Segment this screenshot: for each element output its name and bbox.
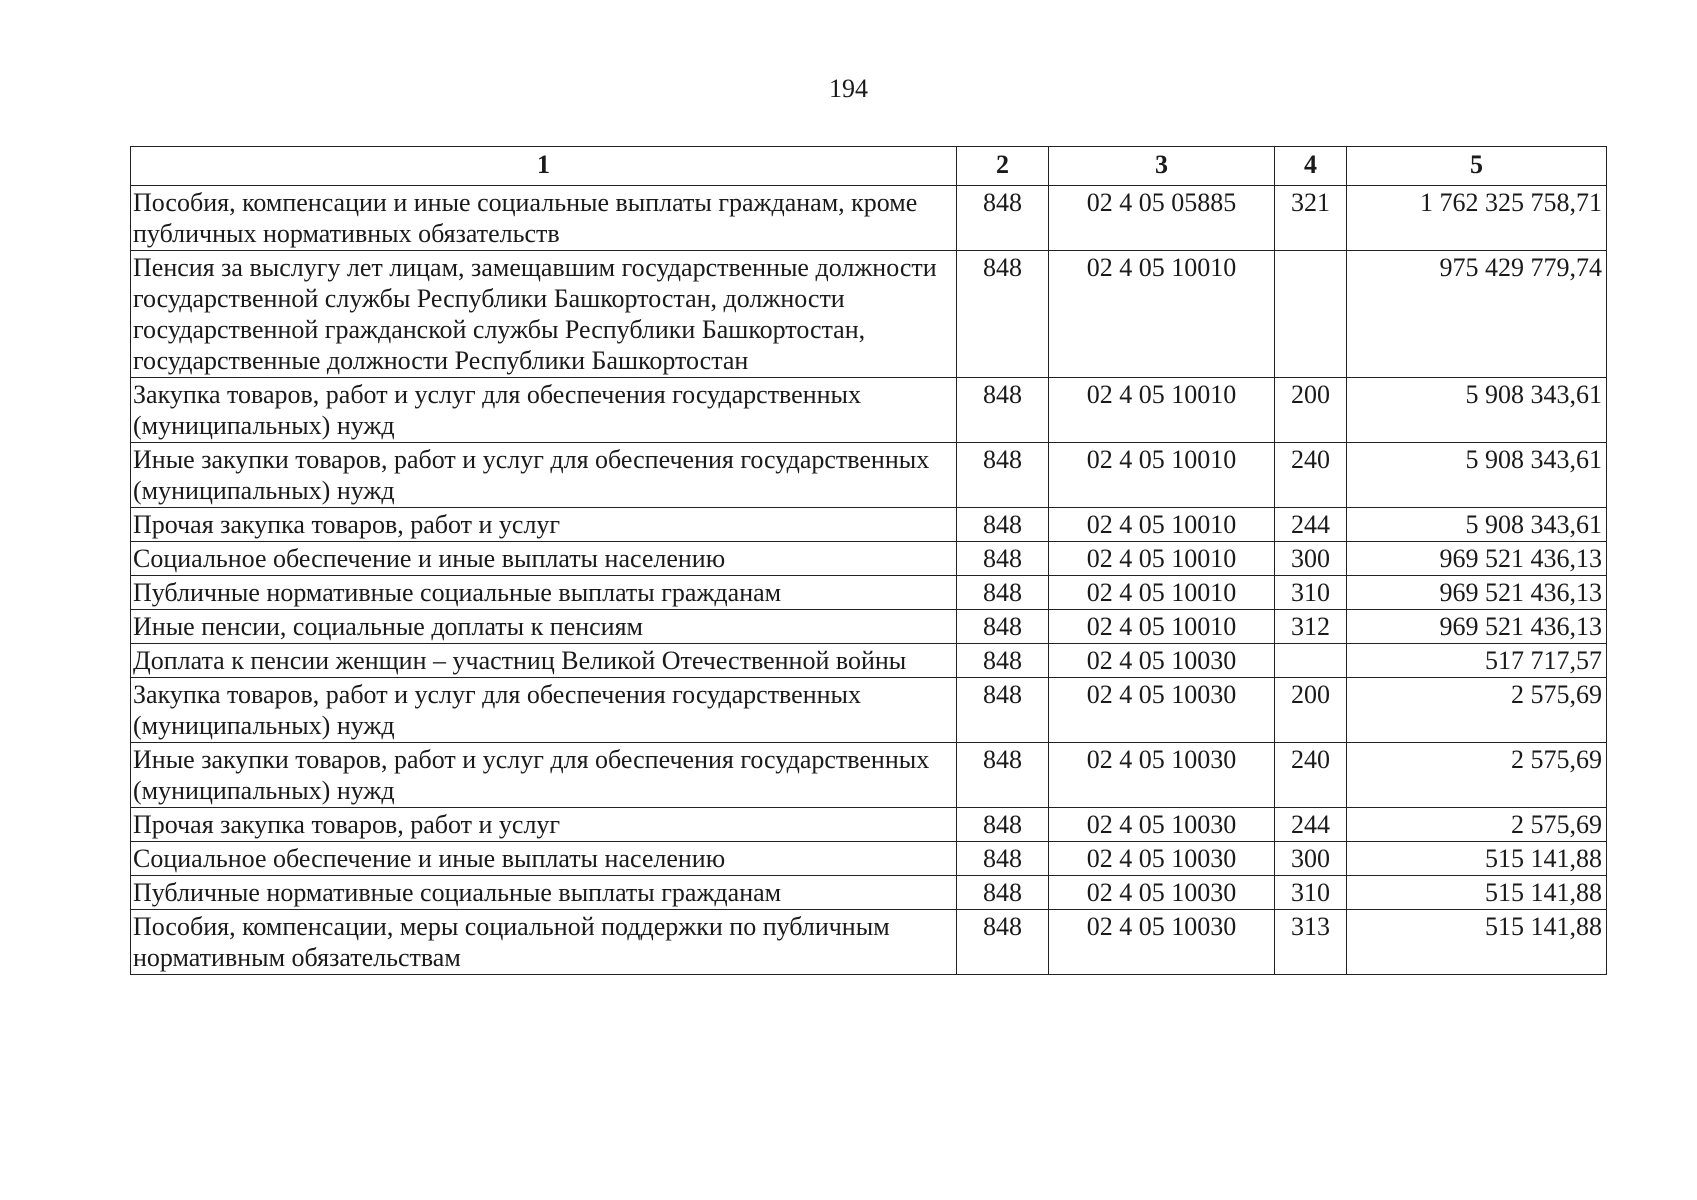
- column-header-sum: 5: [1347, 147, 1607, 186]
- cell-sum: 1 762 325 758,71: [1347, 186, 1607, 251]
- cell-csr: 02 4 05 10010: [1049, 508, 1275, 542]
- cell-vr: 200: [1275, 378, 1347, 443]
- page-number: 194: [829, 74, 868, 103]
- cell-sum: 2 575,69: [1347, 808, 1607, 842]
- cell-sum: 969 521 436,13: [1347, 542, 1607, 576]
- table-row: [131, 808, 1607, 842]
- cell-grbs: 848: [957, 443, 1049, 508]
- cell-vr: 313: [1275, 910, 1347, 975]
- table-row: [131, 910, 1607, 975]
- table-row: [131, 378, 1607, 443]
- cell-sum: 2 575,69: [1347, 743, 1607, 808]
- table-row: [131, 443, 1607, 508]
- cell-grbs: 848: [957, 251, 1049, 378]
- table-row: [131, 542, 1607, 576]
- cell-vr: 240: [1275, 443, 1347, 508]
- cell-csr: 02 4 05 10030: [1049, 876, 1275, 910]
- cell-sum: 515 141,88: [1347, 876, 1607, 910]
- cell-vr: [1275, 644, 1347, 678]
- cell-sum: 969 521 436,13: [1347, 576, 1607, 610]
- cell-name: Пособия, компенсации, меры социальной поддержки по публичным нормативным обязательствам: [131, 910, 957, 975]
- cell-grbs: 848: [957, 542, 1049, 576]
- table-row: [131, 508, 1607, 542]
- cell-vr: 300: [1275, 842, 1347, 876]
- table-body: [131, 186, 1607, 975]
- cell-sum: 969 521 436,13: [1347, 610, 1607, 644]
- cell-vr: 240: [1275, 743, 1347, 808]
- cell-name: Публичные нормативные социальные выплаты гражданам: [131, 876, 957, 910]
- cell-sum: 515 141,88: [1347, 842, 1607, 876]
- cell-sum: 2 575,69: [1347, 678, 1607, 743]
- cell-vr: 244: [1275, 508, 1347, 542]
- cell-csr: 02 4 05 10010: [1049, 251, 1275, 378]
- cell-grbs: 848: [957, 576, 1049, 610]
- table-row: [131, 186, 1607, 251]
- cell-sum: 5 908 343,61: [1347, 508, 1607, 542]
- table-row: [131, 610, 1607, 644]
- table-row: [131, 743, 1607, 808]
- cell-name: Социальное обеспечение и иные выплаты населению: [131, 542, 957, 576]
- cell-grbs: 848: [957, 678, 1049, 743]
- cell-sum: 5 908 343,61: [1347, 378, 1607, 443]
- cell-vr: 310: [1275, 876, 1347, 910]
- cell-vr: 312: [1275, 610, 1347, 644]
- cell-grbs: 848: [957, 186, 1049, 251]
- cell-vr: 310: [1275, 576, 1347, 610]
- cell-grbs: 848: [957, 743, 1049, 808]
- column-header-name: 1: [131, 147, 957, 186]
- column-header-grbs: 2: [957, 147, 1049, 186]
- cell-name: Прочая закупка товаров, работ и услуг: [131, 808, 957, 842]
- table-row: [131, 876, 1607, 910]
- cell-grbs: 848: [957, 610, 1049, 644]
- cell-sum: 515 141,88: [1347, 910, 1607, 975]
- cell-csr: 02 4 05 10010: [1049, 610, 1275, 644]
- cell-csr: 02 4 05 10010: [1049, 378, 1275, 443]
- cell-name: Прочая закупка товаров, работ и услуг: [131, 508, 957, 542]
- cell-sum: 975 429 779,74: [1347, 251, 1607, 378]
- cell-vr: 244: [1275, 808, 1347, 842]
- cell-vr: 300: [1275, 542, 1347, 576]
- cell-sum: 517 717,57: [1347, 644, 1607, 678]
- cell-grbs: 848: [957, 644, 1049, 678]
- cell-grbs: 848: [957, 508, 1049, 542]
- header-row: [131, 147, 1607, 186]
- table-row: [131, 678, 1607, 743]
- cell-grbs: 848: [957, 842, 1049, 876]
- cell-csr: 02 4 05 10030: [1049, 644, 1275, 678]
- cell-name: Иные пенсии, социальные доплаты к пенсиям: [131, 610, 957, 644]
- table-row: [131, 251, 1607, 378]
- cell-vr: 321: [1275, 186, 1347, 251]
- cell-csr: 02 4 05 10030: [1049, 910, 1275, 975]
- cell-grbs: 848: [957, 876, 1049, 910]
- column-header-vr: 4: [1275, 147, 1347, 186]
- cell-csr: 02 4 05 10030: [1049, 808, 1275, 842]
- cell-name: Пенсия за выслугу лет лицам, замещавшим государственные должности государственной службы Республики Башкортостан, должности государственной гражданской службы Республики Башкортостан, государственные должности Республики Башкортостан: [131, 251, 957, 378]
- cell-name: Пособия, компенсации и иные социальные выплаты гражданам, кроме публичных нормативных обязательств: [131, 186, 957, 251]
- cell-csr: 02 4 05 05885: [1049, 186, 1275, 251]
- cell-name: Доплата к пенсии женщин – участниц Великой Отечественной войны: [131, 644, 957, 678]
- cell-csr: 02 4 05 10030: [1049, 743, 1275, 808]
- cell-name: Закупка товаров, работ и услуг для обеспечения государственных (муниципальных) нужд: [131, 378, 957, 443]
- table-row: [131, 842, 1607, 876]
- cell-vr: 200: [1275, 678, 1347, 743]
- cell-grbs: 848: [957, 378, 1049, 443]
- cell-grbs: 848: [957, 910, 1049, 975]
- cell-csr: 02 4 05 10010: [1049, 576, 1275, 610]
- budget-table: [130, 146, 1607, 975]
- cell-csr: 02 4 05 10010: [1049, 443, 1275, 508]
- column-header-csr: 3: [1049, 147, 1275, 186]
- cell-vr: [1275, 251, 1347, 378]
- table-row: [131, 576, 1607, 610]
- cell-name: Закупка товаров, работ и услуг для обеспечения государственных (муниципальных) нужд: [131, 678, 957, 743]
- cell-csr: 02 4 05 10010: [1049, 542, 1275, 576]
- cell-sum: 5 908 343,61: [1347, 443, 1607, 508]
- cell-name: Иные закупки товаров, работ и услуг для обеспечения государственных (муниципальных) нужд: [131, 743, 957, 808]
- cell-csr: 02 4 05 10030: [1049, 842, 1275, 876]
- cell-name: Социальное обеспечение и иные выплаты населению: [131, 842, 957, 876]
- cell-grbs: 848: [957, 808, 1049, 842]
- cell-name: Иные закупки товаров, работ и услуг для обеспечения государственных (муниципальных) нужд: [131, 443, 957, 508]
- cell-name: Публичные нормативные социальные выплаты гражданам: [131, 576, 957, 610]
- cell-csr: 02 4 05 10030: [1049, 678, 1275, 743]
- table-row: [131, 644, 1607, 678]
